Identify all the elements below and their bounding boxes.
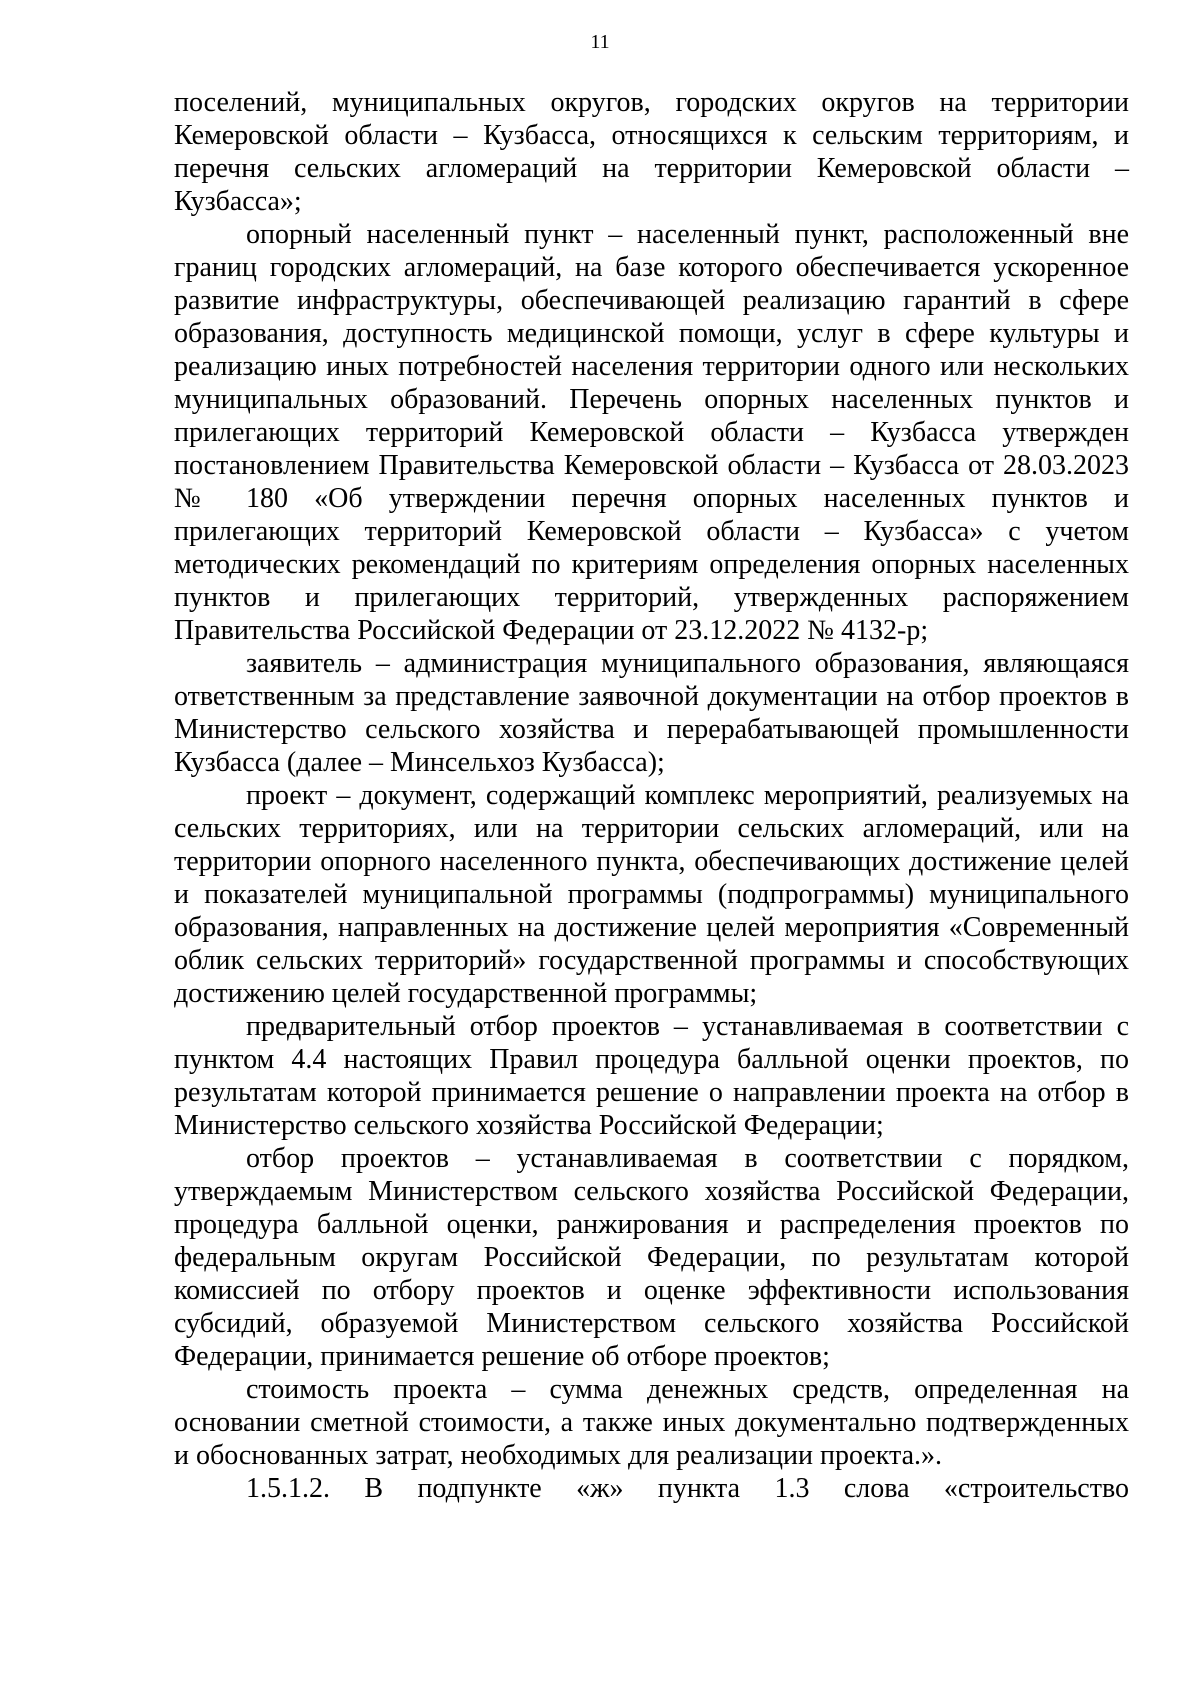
paragraph-settlements-list-continuation: поселений, муниципальных округов, городских округов на территории Кемеровской области – Кузбасса, относящихся к сельским территориям, и перечня сельских агломераций на территории Кемеровской области – Кузбасса»;	[174, 87, 1129, 217]
paragraph-definition-support-settlement: опорный населенный пункт – населенный пункт, расположенный вне границ городских агломераций, на базе которого обеспечивается ускоренное развитие инфраструктуры, обеспечивающей реализацию гарантий в сфере образования, доступность медицинской помощи, услуг в сфере культуры и реализацию иных потребностей населения территории одного или нескольких муниципальных образований. Перечень опорных населенных пунктов и прилегающих территорий Кемеровской области – Кузбасса утвержден постановлением Правительства Кемеровской области – Кузбасса от 28.03.2023 № 180 «Об утверждении перечня опорных населенных пунктов и прилегающих территорий Кемеровской области – Кузбасса» с учетом методических рекомендаций по критериям определения опорных населенных пунктов и прилегающих территорий, утвержденных распоряжением Правительства Российской Федерации от 23.12.2022 № 4132-р;	[174, 219, 1129, 646]
paragraph-definition-project: проект – документ, содержащий комплекс мероприятий, реализуемых на сельских территориях, или на территории сельских агломераций, или на территории опорного населенного пункта, обеспечивающих достижение целей и показателей муниципальной программы (подпрограммы) муниципального образования, направленных на достижение целей мероприятия «Современный облик сельских территорий» государственной программы и способствующих достижению целей государственной программы;	[174, 780, 1129, 1009]
document-body	[174, 86, 1129, 1505]
paragraph-amendment-1-5-1-2: 1.5.1.2. В подпункте «ж» пункта 1.3 слова «строительство	[246, 1473, 1129, 1504]
paragraph-definition-project-selection: отбор проектов – устанавливаемая в соответствии с порядком, утверждаемым Министерством сельского хозяйства Российской Федерации, процедура балльной оценки, ранжирования и распределения проектов по федеральным округам Российской Федерации, по результатам которой комиссией по отбору проектов и оценке эффективности использования субсидий, образуемой Министерством сельского хозяйства Российской Федерации, принимается решение об отборе проектов;	[174, 1143, 1129, 1372]
paragraph-definition-project-cost: стоимость проекта – сумма денежных средств, определенная на основании сметной стоимости, а также иных документально подтвержденных и обоснованных затрат, необходимых для реализации проекта.».	[174, 1374, 1129, 1471]
paragraph-definition-applicant: заявитель – администрация муниципального образования, являющаяся ответственным за представление заявочной документации на отбор проектов в Министерство сельского хозяйства и перерабатывающей промышленности Кузбасса (далее – Минсельхоз Кузбасса);	[174, 648, 1129, 778]
page-number: 11	[590, 31, 610, 53]
paragraph-definition-preliminary-selection: предварительный отбор проектов – устанавливаемая в соответствии с пунктом 4.4 настоящих Правил процедура балльной оценки проектов, по результатам которой принимается решение о направлении проекта на отбор в Министерство сельского хозяйства Российской Федерации;	[174, 1011, 1129, 1141]
